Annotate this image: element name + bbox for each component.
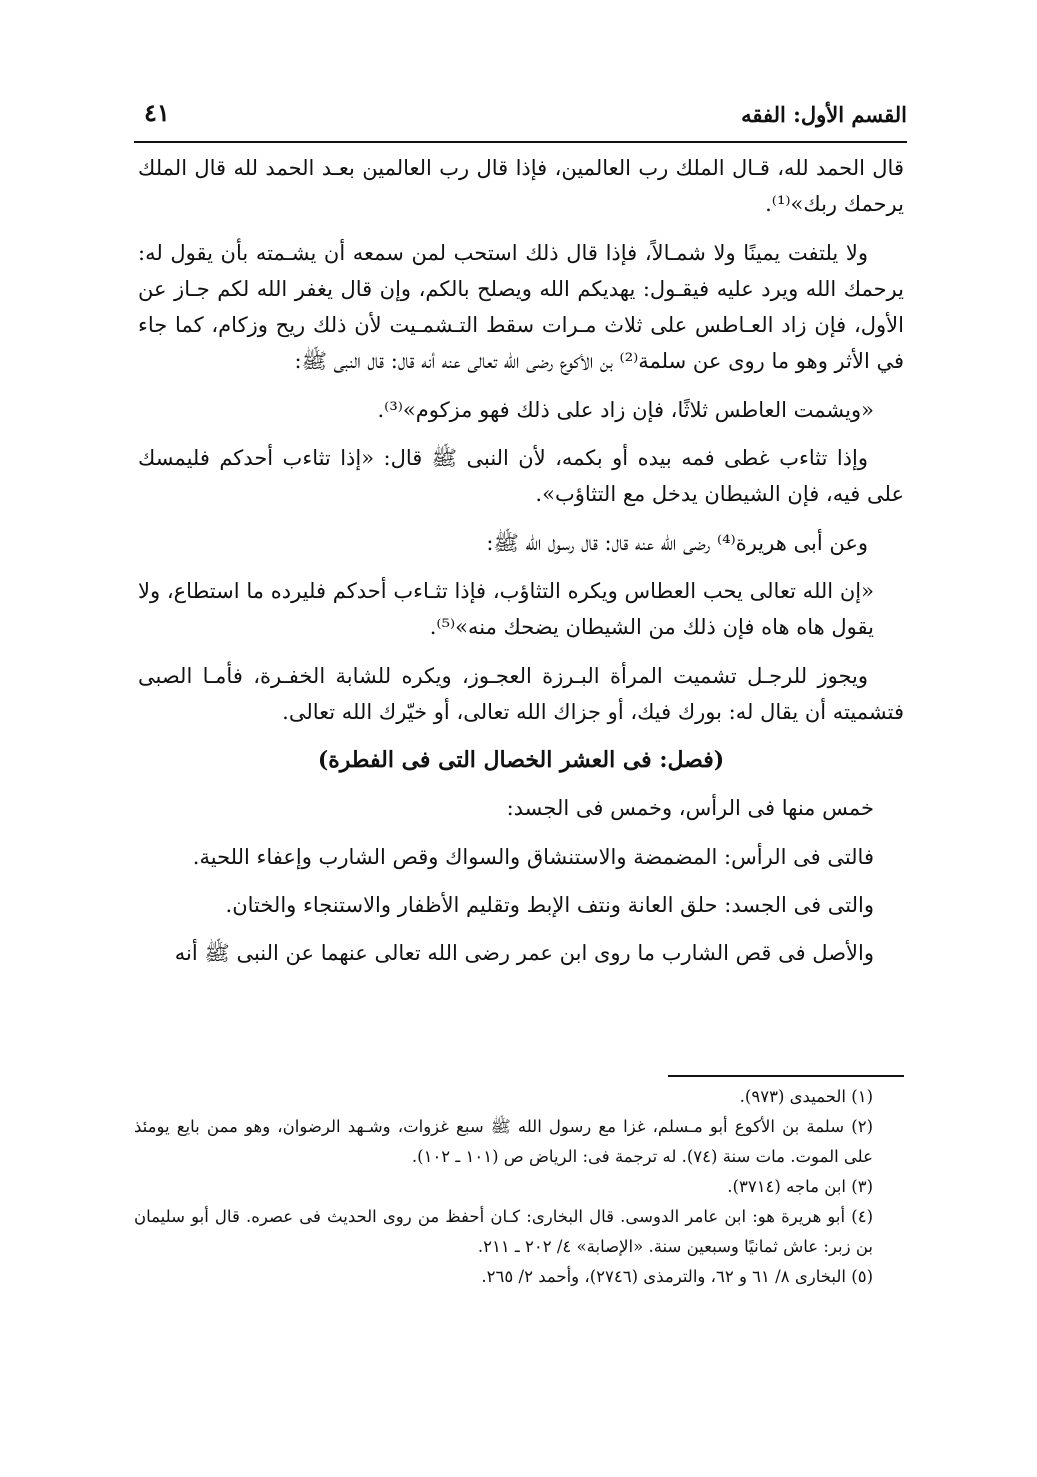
- footnote: (٣) ابن ماجه (٣٧١٤).: [727, 1177, 873, 1196]
- list-line: والأصل فى قص الشارب ما روى ابن عمر رضى الله تعالى عنهما عن النبى ﷺ أنه: [174, 941, 874, 966]
- footnote: (٥) البخارى ٨/ ٦١ و ٦٢، والترمذى (٢٧٤٦)، وأحمد ٢/ ٢٦٥.: [481, 1267, 873, 1286]
- hadith-quote: «ويشمت العاطس ثلاثًا، فإن زاد على ذلك فهو مزكوم»⁽³⁾.: [377, 397, 874, 422]
- header-divider: [134, 141, 907, 143]
- footnote: (٢) سلمة بن الأكوع أبو مـسلم، غزا مع رسول الله ﷺ سبع غزوات، وشـهد الرضوان، وهو ممن بايع يومئذ على الموت. مات سنة (٧٤). له ترجمة فى: الرياض ص (١٠١ ـ ١٠٢).: [134, 1117, 873, 1166]
- footnote: (١) الحميدى (٩٧٣).: [739, 1087, 873, 1106]
- section-title: القسم الأول: الفقه: [741, 102, 907, 127]
- hadith-quote: «إن الله تعالى يحب العطاس ويكره التثاؤب، فإذا تثـاءب أحدكم فليرده ما استطاع، ولا يقول هاه هاه فإن ذلك من الشيطان يضحك منه»⁽⁵⁾.: [138, 578, 874, 640]
- list-line: خمس منها فى الرأس، وخمس فى الجسد:: [506, 796, 874, 821]
- paragraph: ولا يلتفت يمينًا ولا شمـالاً، فإذا قال ذلك استحب لمن سمعه أن يشـمته بأن يقول له: يرحمك الله ويرد عليه فيقـول: يهديكم الله ويصلح بالكم، وإن قال يغفر الله لكم جـاز عن الأول، فإن زاد العـاطس على ثلاث مـرات سقط التـشمـيت لأن ذلك ريح وزكام، كما جاء في الأثر وهو ما روى عن سلمة⁽²⁾ بن الأكوع رضى الله تعالى عنه أنه قال: قال النبى ﷺ:: [138, 240, 904, 374]
- paragraph: وعن أبى هريرة⁽⁴⁾ رضى الله عنه قال: قال رسول الله ﷺ:: [486, 530, 868, 555]
- footnote: (٤) أبو هريرة هو: ابن عامر الدوسى. قال البخارى: كـان أحفظ من روى الحديث فى عصره. قال أبو سليمان بن زبر: عاش ثمانيًا وسبعين سنة. «الإصابة» ٤/ ٢٠٢ ـ ٢١١.: [134, 1207, 873, 1256]
- section-heading: (فصل: فى العشر الخصال التى فى الفطرة): [317, 747, 725, 774]
- page-number: ٤١: [144, 98, 170, 127]
- paragraph: قال الحمد لله، قـال الملك رب العالمين، فإذا قال رب العالمين بعـد الحمد لله قال الملك يرحمك ربك»⁽¹⁾.: [138, 156, 904, 217]
- footnotes: [134, 1082, 907, 1292]
- list-line: والتى فى الجسد: حلق العانة ونتف الإبط وتقليم الأظفار والاستنجاء والختان.: [225, 893, 874, 918]
- paragraph: وإذا تثاءب غطى فمه بيده أو بكمه، لأن النبى ﷺ قال: «إذا تثاءب أحدكم فليمسك على فيه، فإن الشيطان يدخل مع التثاؤب».: [138, 446, 904, 507]
- main-text: [138, 150, 904, 972]
- list-line: فالتى فى الرأس: المضمضة والاستنشاق والسواك وقص الشارب وإعفاء اللحية.: [192, 844, 874, 869]
- footnote-divider: [668, 1075, 904, 1077]
- paragraph: ويجوز للرجـل تشميت المرأة البـرزة العجـوز، ويكره للشابة الخفـرة، فأمـا الصبى فتشميته أن يقال له: بورك فيك، أو جزاك الله تعالى، أو خيّرك الله تعالى.: [138, 663, 904, 724]
- running-header: [134, 96, 907, 136]
